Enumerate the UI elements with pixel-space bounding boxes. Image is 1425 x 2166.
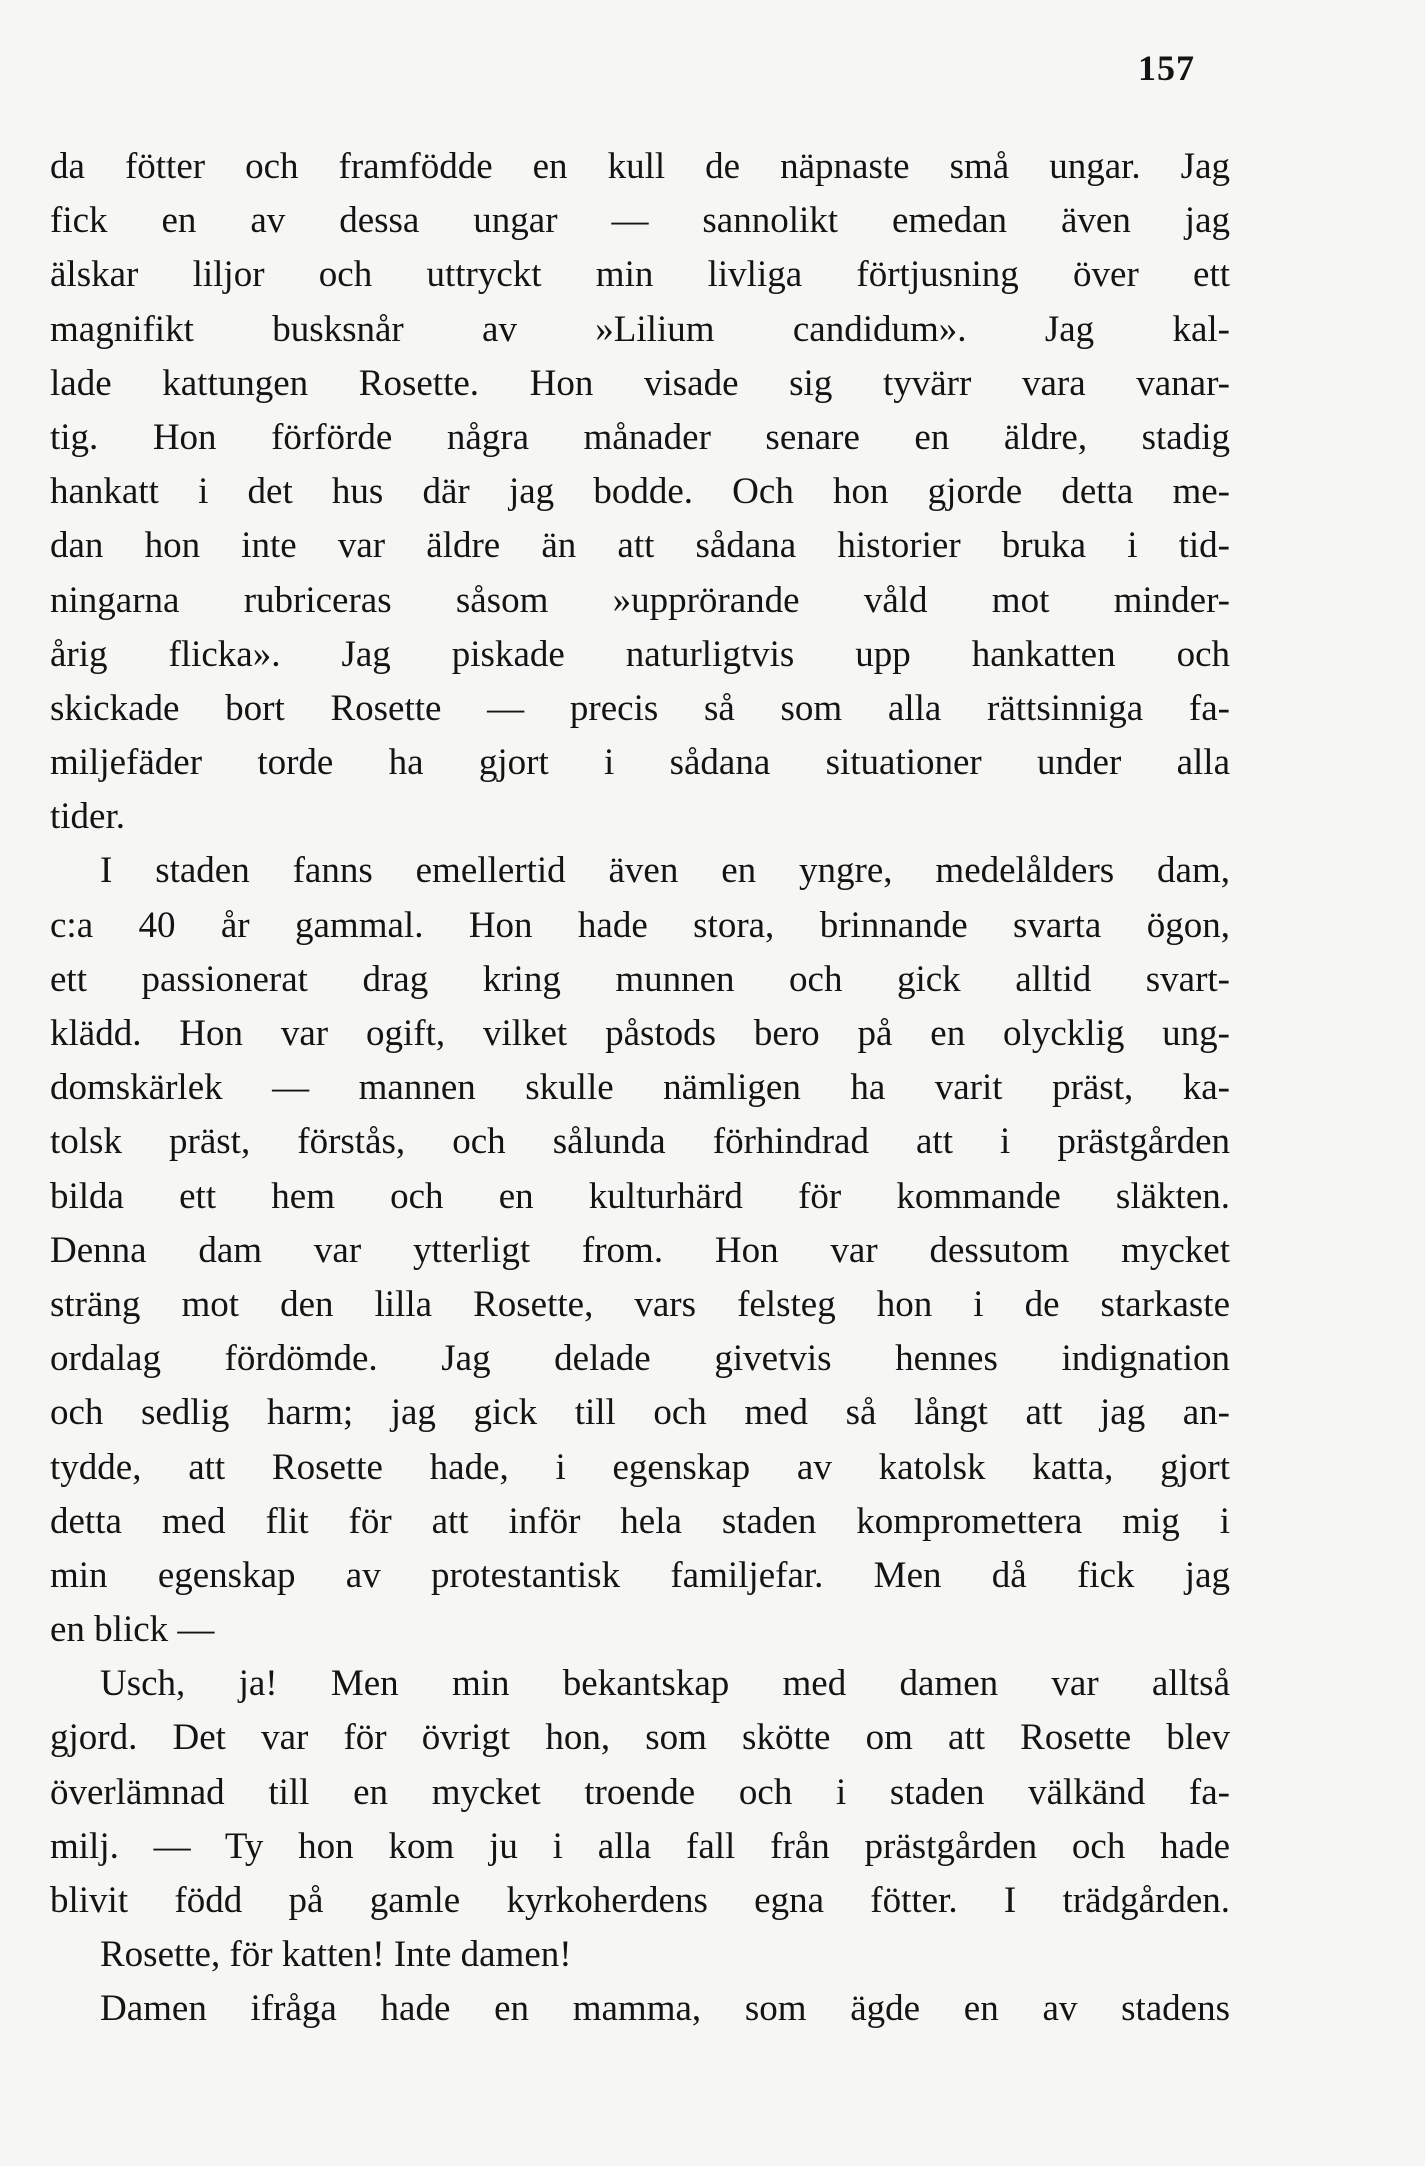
text-line: I staden fanns emellertid även en yngre, medelålders dam, <box>100 850 1230 892</box>
text-line: ordalag fördömde. Jag delade givetvis hennes indignation <box>50 1338 1230 1380</box>
text-line: tydde, att Rosette hade, i egenskap av katolsk katta, gjort <box>50 1446 1230 1488</box>
text-line: Denna dam var ytterligt from. Hon var dessutom mycket <box>50 1229 1230 1271</box>
text-line: Rosette, för katten! Inte damen! <box>100 1934 572 1976</box>
text-line: årig flicka». Jag piskade naturligtvis upp hankatten och <box>50 633 1230 675</box>
text-line: da fötter och framfödde en kull de näpnaste små ungar. Jag <box>50 146 1230 187</box>
text-line: magnifikt busksnår av »Lilium candidum». Jag kal- <box>50 308 1230 350</box>
text-line: överlämnad till en mycket troende och i staden välkänd fa- <box>50 1771 1230 1813</box>
text-line: sträng mot den lilla Rosette, vars felsteg hon i de starkaste <box>50 1283 1230 1325</box>
text-line: tider. <box>50 796 126 838</box>
text-line: och sedlig harm; jag gick till och med så långt att jag an- <box>50 1392 1230 1434</box>
text-line: c:a 40 år gammal. Hon hade stora, brinnande svarta ögon, <box>50 904 1230 946</box>
text-line: en blick — <box>50 1609 215 1651</box>
text-line: Usch, ja! Men min bekantskap med damen var alltså <box>100 1663 1230 1705</box>
text-line: min egenskap av protestantisk familjefar. Men då fick jag <box>50 1554 1230 1596</box>
text-line: domskärlek — mannen skulle nämligen ha varit präst, ka- <box>50 1067 1230 1109</box>
text-line: skickade bort Rosette — precis så som alla rättsinniga fa- <box>50 687 1230 729</box>
text-line: milj. — Ty hon kom ju i alla fall från prästgården och hade <box>50 1825 1230 1867</box>
text-line: miljefäder torde ha gjort i sådana situationer under alla <box>50 742 1230 784</box>
text-line: ett passionerat drag kring munnen och gick alltid svart- <box>50 958 1230 1000</box>
text-line: ningarna rubriceras såsom »upprörande våld mot minder- <box>50 579 1230 621</box>
text-line: bilda ett hem och en kulturhärd för kommande släkten. <box>50 1175 1230 1217</box>
text-line: gjord. Det var för övrigt hon, som skötte om att Rosette blev <box>50 1717 1230 1759</box>
text-line: dan hon inte var äldre än att sådana historier bruka i tid- <box>50 525 1230 567</box>
text-line: detta med flit för att inför hela staden kompromettera mig i <box>50 1500 1230 1542</box>
text-line: tolsk präst, förstås, och sålunda förhindrad att i prästgården <box>50 1121 1230 1163</box>
text-line: klädd. Hon var ogift, vilket påstods bero på en olycklig ung- <box>50 1013 1230 1054</box>
body-text <box>50 140 1230 2037</box>
text-line: fick en av dessa ungar — sannolikt emedan även jag <box>50 200 1230 242</box>
text-line: älskar liljor och uttryckt min livliga förtjusning över ett <box>50 254 1230 296</box>
text-line: blivit född på gamle kyrkoherdens egna fötter. I trädgården. <box>50 1880 1230 1921</box>
text-line: lade kattungen Rosette. Hon visade sig tyvärr vara vanar- <box>50 362 1230 404</box>
text-line: hankatt i det hus där jag bodde. Och hon gjorde detta me- <box>50 471 1230 513</box>
text-line: Damen ifråga hade en mamma, som ägde en av stadens <box>100 1988 1230 2030</box>
page-number: 157 <box>1138 48 1195 88</box>
text-line: tig. Hon förförde några månader senare en äldre, stadig <box>50 416 1230 458</box>
